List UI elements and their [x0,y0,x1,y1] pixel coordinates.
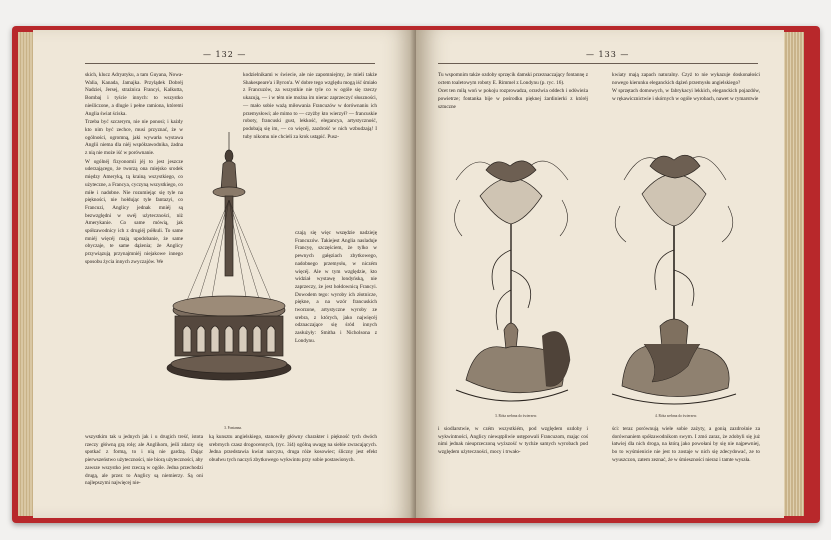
page-edges-left [18,32,34,516]
right-column-2-bottom [612,426,760,466]
right-column-1-top [438,72,588,113]
figure-caption: 3. Róża srebrna do świerzew. [494,414,538,418]
fountain-engraving [165,130,293,430]
left-column-1-bottom [85,434,203,489]
paragraph: skich, klucz Adryatyku, a tam Guyana, Nowa-Walia, Kanada, Jamajka. Przylądek Dobréj Nadziei, Jersej, strażnica Francyi, Kalkutta, Bombaj i tyście innych: to wszystko nieśliczone, a dlugie i pełne ramiona, któremi Anglia świat ściska. [85,72,183,117]
paragraph: Trzeba być szczerym, nie nie ponosi; i każdy kto nim być zechce, musi przyznać, że w ogólności, ogromną, jaki wywarła wystawa Anglii niema dla niéj współzawodnika, żadna z nią nie może iść w porównanie. [85,119,183,157]
paragraph: W sprzętach domowych, w fabrykacyi lekkich, eleganckich pojazdów, w rękawicznictwie i skórnych w ogóle wyrobach, nawet w rymarstwie [612,88,760,103]
right-page-number: — 133 — [586,50,630,59]
left-column-2-wrap [295,230,377,347]
paragraph: kwiaty mają zapach naturalny. Czyż to nie wykazuje doskonałości nowego kierunku eleganckich dążeń przemysłu angielskiego? [612,72,760,86]
paragraph: Ocet ten milą woń w pokoju rozprowadza, orzeźwia oddech i odświeża powietrze; fontanka bije w pośrodku pięknej żardinierki z któréj sztuczne [438,88,588,110]
paragraph: wszystkim tak u jednych jak i u drugich treść, istota rzeczy główną grą rolę; ale Anglikom, jeśli zdarzy się spotkać z formą, to i nią nie gardzą. Dając pierwszeństwo użyteczności, nie biorą użyteczności, aby zawsze wszystko jest rzeczą w ogóle. Jedna przechodzi drugą, ale przez to Anglicy są niemierzy. Są oni najlepszymi najwięcej nie- [85,434,203,487]
figure-caption: 3. Fontanna. [224,426,242,430]
header-rule [438,63,758,64]
right-page [416,30,784,518]
header-rule [85,63,375,64]
paragraph: kodzielnikami w świecie, ale nie zapomniejmy, że mieli także Shakespeare'a i Byron'a. W dobre tego względu mogą iść śmiało z Francuzów, za wszystkie nie tyle co w ogóle się rzeczy ukazują, — i w tém nie można im nierac zaprzeczyć słuszności, — mało sobie ważą miłowania Francuzów w dorównaniu ich przemysłowi; ale mimo to — czyżby kto wierzył? — francuskie roboty, francuski gust, lekkość, elegancya, artystyczność, podobają się im, — co więcéj, zazdrość w nich wzbudzają! I tuby nikomu nie chcieli za krok ustąpić. Pusz- [243,72,377,140]
left-page-number: — 132 — [203,50,247,59]
figure-caption: 4. Róża srebrna do świerzew. [654,414,698,418]
page-number-value: 133 [598,50,617,59]
paragraph: ką kunsztu angielskiego, stanowiły główny charakter i piękność tych dwóch srebrnych czasz drogocennych, (ryc. 3i4) ogólną uwagę na siebie zwracających. Jedna przedstawia kwiat narcyzu, druga róże kosowiec; śliczny jest efekt obudwu tych naczyń zbytkowego wykwintu przy sobie postawionych. [209,434,377,464]
page-edges-right [782,32,804,516]
rose-vessel-engraving-2 [604,130,744,410]
right-column-2-top [612,72,760,105]
rose-vessel-engraving [446,140,576,410]
paragraph: ści: teraz porównują wiele sobie zażyty, a gonią zazdrośnie za dorównaniem spółzawodnikom swym. I zmó zaraz, że zdobyli się już łatwiej dla nich droga, na którą jako powołani by się nie najpewniej, bo to wyśmienicie nie jest to zostaje w nich się zdecydować, ze to wyuszczon, zatem zeznać, że w śmieszności nieraz i tamte wyszła. [612,426,760,463]
paragraph: czają się więc wszędzie nadzieję Francuzów. Takiejest Anglia nasladuje Francyę, szczęściem, że tylko w pewnych gałęziach zbytkowego, nadobnego przemysłu, w niczém więcéj. Ale w tym względzie, kto widział wystawę londyńską, nie zaprzeczy, że jest hołdownicą Francyi. Dowodem tego: wyroby ich złotnicze, piękne, a na wzór francuskich tworzone, artystyczne wyroby ze srebra, z których, jako najwięcéj odznaczające się śród innych zasłużyły: Smitha i Nicholsona z Londynu. [295,230,377,344]
paragraph: Tu wspomnim także ozdoby sprzęcik damski przeznaczający fontannę z octem toaletowym roboty E. Rimmel z Londynu (p. ryc. 16). [438,72,588,86]
left-page [33,30,416,518]
right-column-1-bottom [438,426,588,458]
paragraph: W ogólnéj fizyonomii jéj to jest jeszcze uderzającego, że tworzą ona miejsko srodek między Ameryką, tą krainą wszystkiego, co użyteczne, a Francya, cyczyną wszystkiego, co miłe i nadobne. Nie rozumiejąc się tyle na piękności, nie hołdując tyle fantazyi, co Francuzi, Anglicy jednak mniéj są bezwzględni w swéj użyteczności, niż Amerykanie. Co same mówią, jak spółzawodnicy ich z drugiéj półkuli. To same mniéj więcéj mają upodobanie, że same obyczaje, te same dążenia; że Anglicy przywiązują przynajmniéj niejakowe innego sposobu życia innych zwyczajów. We [85,158,183,265]
paragraph: i siodlarstwie, w czém wszystkiém, pod względem ozdoby i wykwintności, Anglicy niewątpliwie ustępowali Francuzom, mając coś nimi jednak nieuprzeczoną wyższość w tychże samych wyrobach pod względem użyteczności, mocy i trwało- [438,426,588,456]
left-column-2-bottom [209,434,377,466]
